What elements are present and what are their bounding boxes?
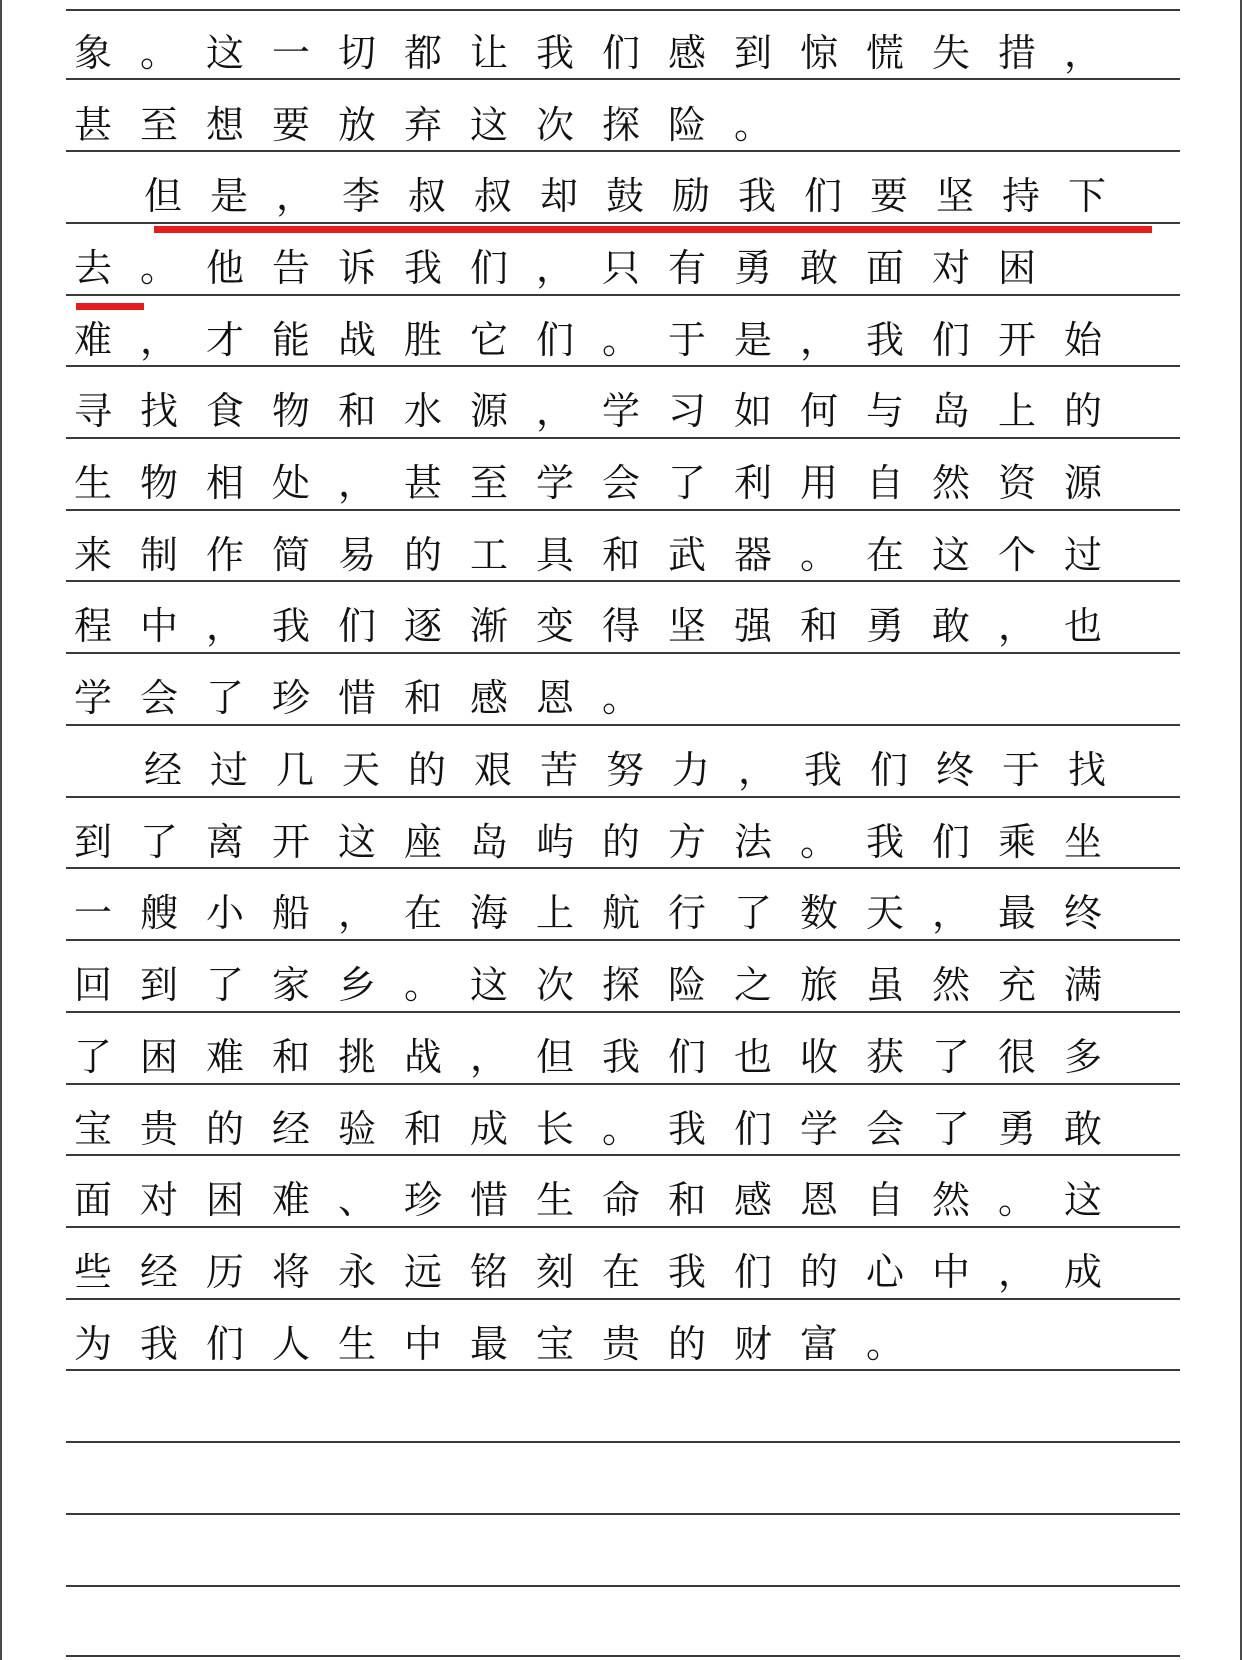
text-line: 学会了珍惜和感恩。 bbox=[74, 676, 669, 720]
text-line: 一艘小船，在海上航行了数天，最终 bbox=[74, 891, 1131, 935]
text-line: 难，才能战胜它们。于是，我们开始 bbox=[74, 318, 1131, 362]
text-line: 甚至想要放弃这次探险。 bbox=[74, 103, 801, 147]
ruled-line bbox=[66, 1441, 1180, 1443]
text-line: 来制作简易的工具和武器。在这个过 bbox=[74, 533, 1131, 577]
text-line: 程中，我们逐渐变得坚强和勇敢，也 bbox=[74, 604, 1131, 648]
text-line: 象。这一切都让我们感到惊慌失措， bbox=[74, 31, 1131, 75]
red-underline-mark bbox=[154, 226, 1152, 233]
ruled-line bbox=[66, 1655, 1180, 1657]
text-line: 回到了家乡。这次探险之旅虽然充满 bbox=[74, 963, 1131, 1007]
text-line-paragraph-start: 但是，李叔叔却鼓励我们要坚持下 bbox=[144, 174, 1135, 218]
text-line: 些经历将永远铭刻在我们的心中，成 bbox=[74, 1250, 1131, 1294]
red-underline-mark bbox=[76, 303, 144, 310]
text-line: 宝贵的经验和成长。我们学会了勇敢 bbox=[74, 1107, 1131, 1151]
text-line: 了困难和挑战，但我们也收获了很多 bbox=[74, 1035, 1131, 1079]
text-line-paragraph-start: 经过几天的艰苦努力，我们终于找 bbox=[144, 748, 1135, 792]
ruled-line bbox=[66, 1513, 1180, 1515]
ruled-line bbox=[66, 9, 1180, 11]
text-line: 去。他告诉我们，只有勇敢面对困 bbox=[74, 246, 1065, 290]
text-line: 面对困难、珍惜生命和感恩自然。这 bbox=[74, 1178, 1131, 1222]
text-line: 为我们人生中最宝贵的财富。 bbox=[74, 1322, 933, 1366]
text-line: 生物相处，甚至学会了利用自然资源 bbox=[74, 461, 1131, 505]
text-line: 到了离开这座岛屿的方法。我们乘坐 bbox=[74, 820, 1131, 864]
ruled-line bbox=[66, 1585, 1180, 1587]
text-line: 寻找食物和水源，学习如何与岛上的 bbox=[74, 389, 1131, 433]
